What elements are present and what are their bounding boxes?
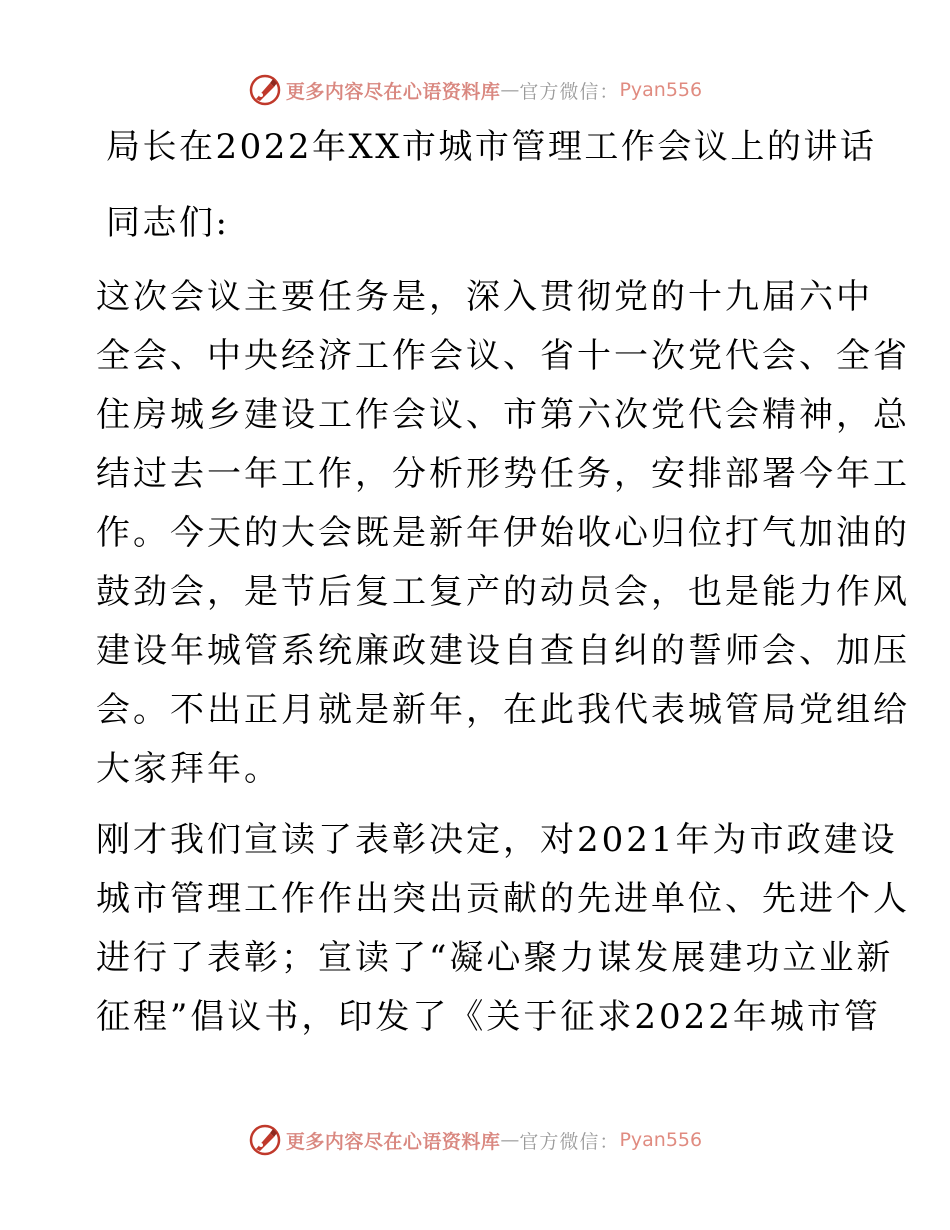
paragraph-line: 大家拜年。 [96,749,281,789]
paragraph-2 [96,811,910,1047]
paragraph-line: 全会、中央经济工作会议、省十一次党代会、全省 [96,336,910,376]
paragraph-line: 刚才我们宣读了表彰决定，对2021年为市政建设 [96,820,898,860]
header-watermark-banner [0,70,950,110]
banner-wechat-id: Pyan556 [619,1129,703,1151]
paragraph-line: 进行了表彰；宣读了“凝心聚力谋发展建功立业新 [96,938,894,978]
pen-nib-logo-icon [248,73,282,107]
paragraph-line: 作。今天的大会既是新年伊始收心归位打气加油的 [96,513,910,553]
footer-watermark-banner [0,1120,950,1160]
paragraph-line: 会。不出正月就是新年，在此我代表城管局党组给 [96,690,910,730]
paragraph-line: 住房城乡建设工作会议、市第六次党代会精神，总 [96,395,910,435]
banner-dash: — [500,79,520,101]
banner-slogan: 更多内容尽在心语资料库 [285,1130,501,1153]
paragraph-line: 建设年城管系统廉政建设自查自纠的誓师会、加压 [96,631,910,671]
greeting: 同志们: [106,203,230,243]
banner-official-label: 官方微信： [519,80,620,103]
paragraph-1 [96,268,910,799]
paragraph-line: 征程”倡议书，印发了《关于征求2022年城市管 [96,997,881,1037]
paragraph-line: 城市管理工作作出突出贡献的先进单位、先进个人 [96,879,910,919]
document-title: 局长在2022年XX市城市管理工作会议上的讲话 [106,127,877,167]
paragraph-line: 鼓劲会，是节后复工复产的动员会，也是能力作风 [96,572,910,612]
banner-dash: — [500,1129,520,1151]
banner-official-label: 官方微信： [519,1130,620,1153]
banner-wechat-id: Pyan556 [619,79,703,101]
paragraph-line: 这次会议主要任务是，深入贯彻党的十九届六中 [96,277,873,317]
paragraph-line: 结过去一年工作，分析形势任务，安排部署今年工 [96,454,910,494]
banner-slogan: 更多内容尽在心语资料库 [285,80,501,103]
pen-nib-logo-icon [248,1123,282,1157]
